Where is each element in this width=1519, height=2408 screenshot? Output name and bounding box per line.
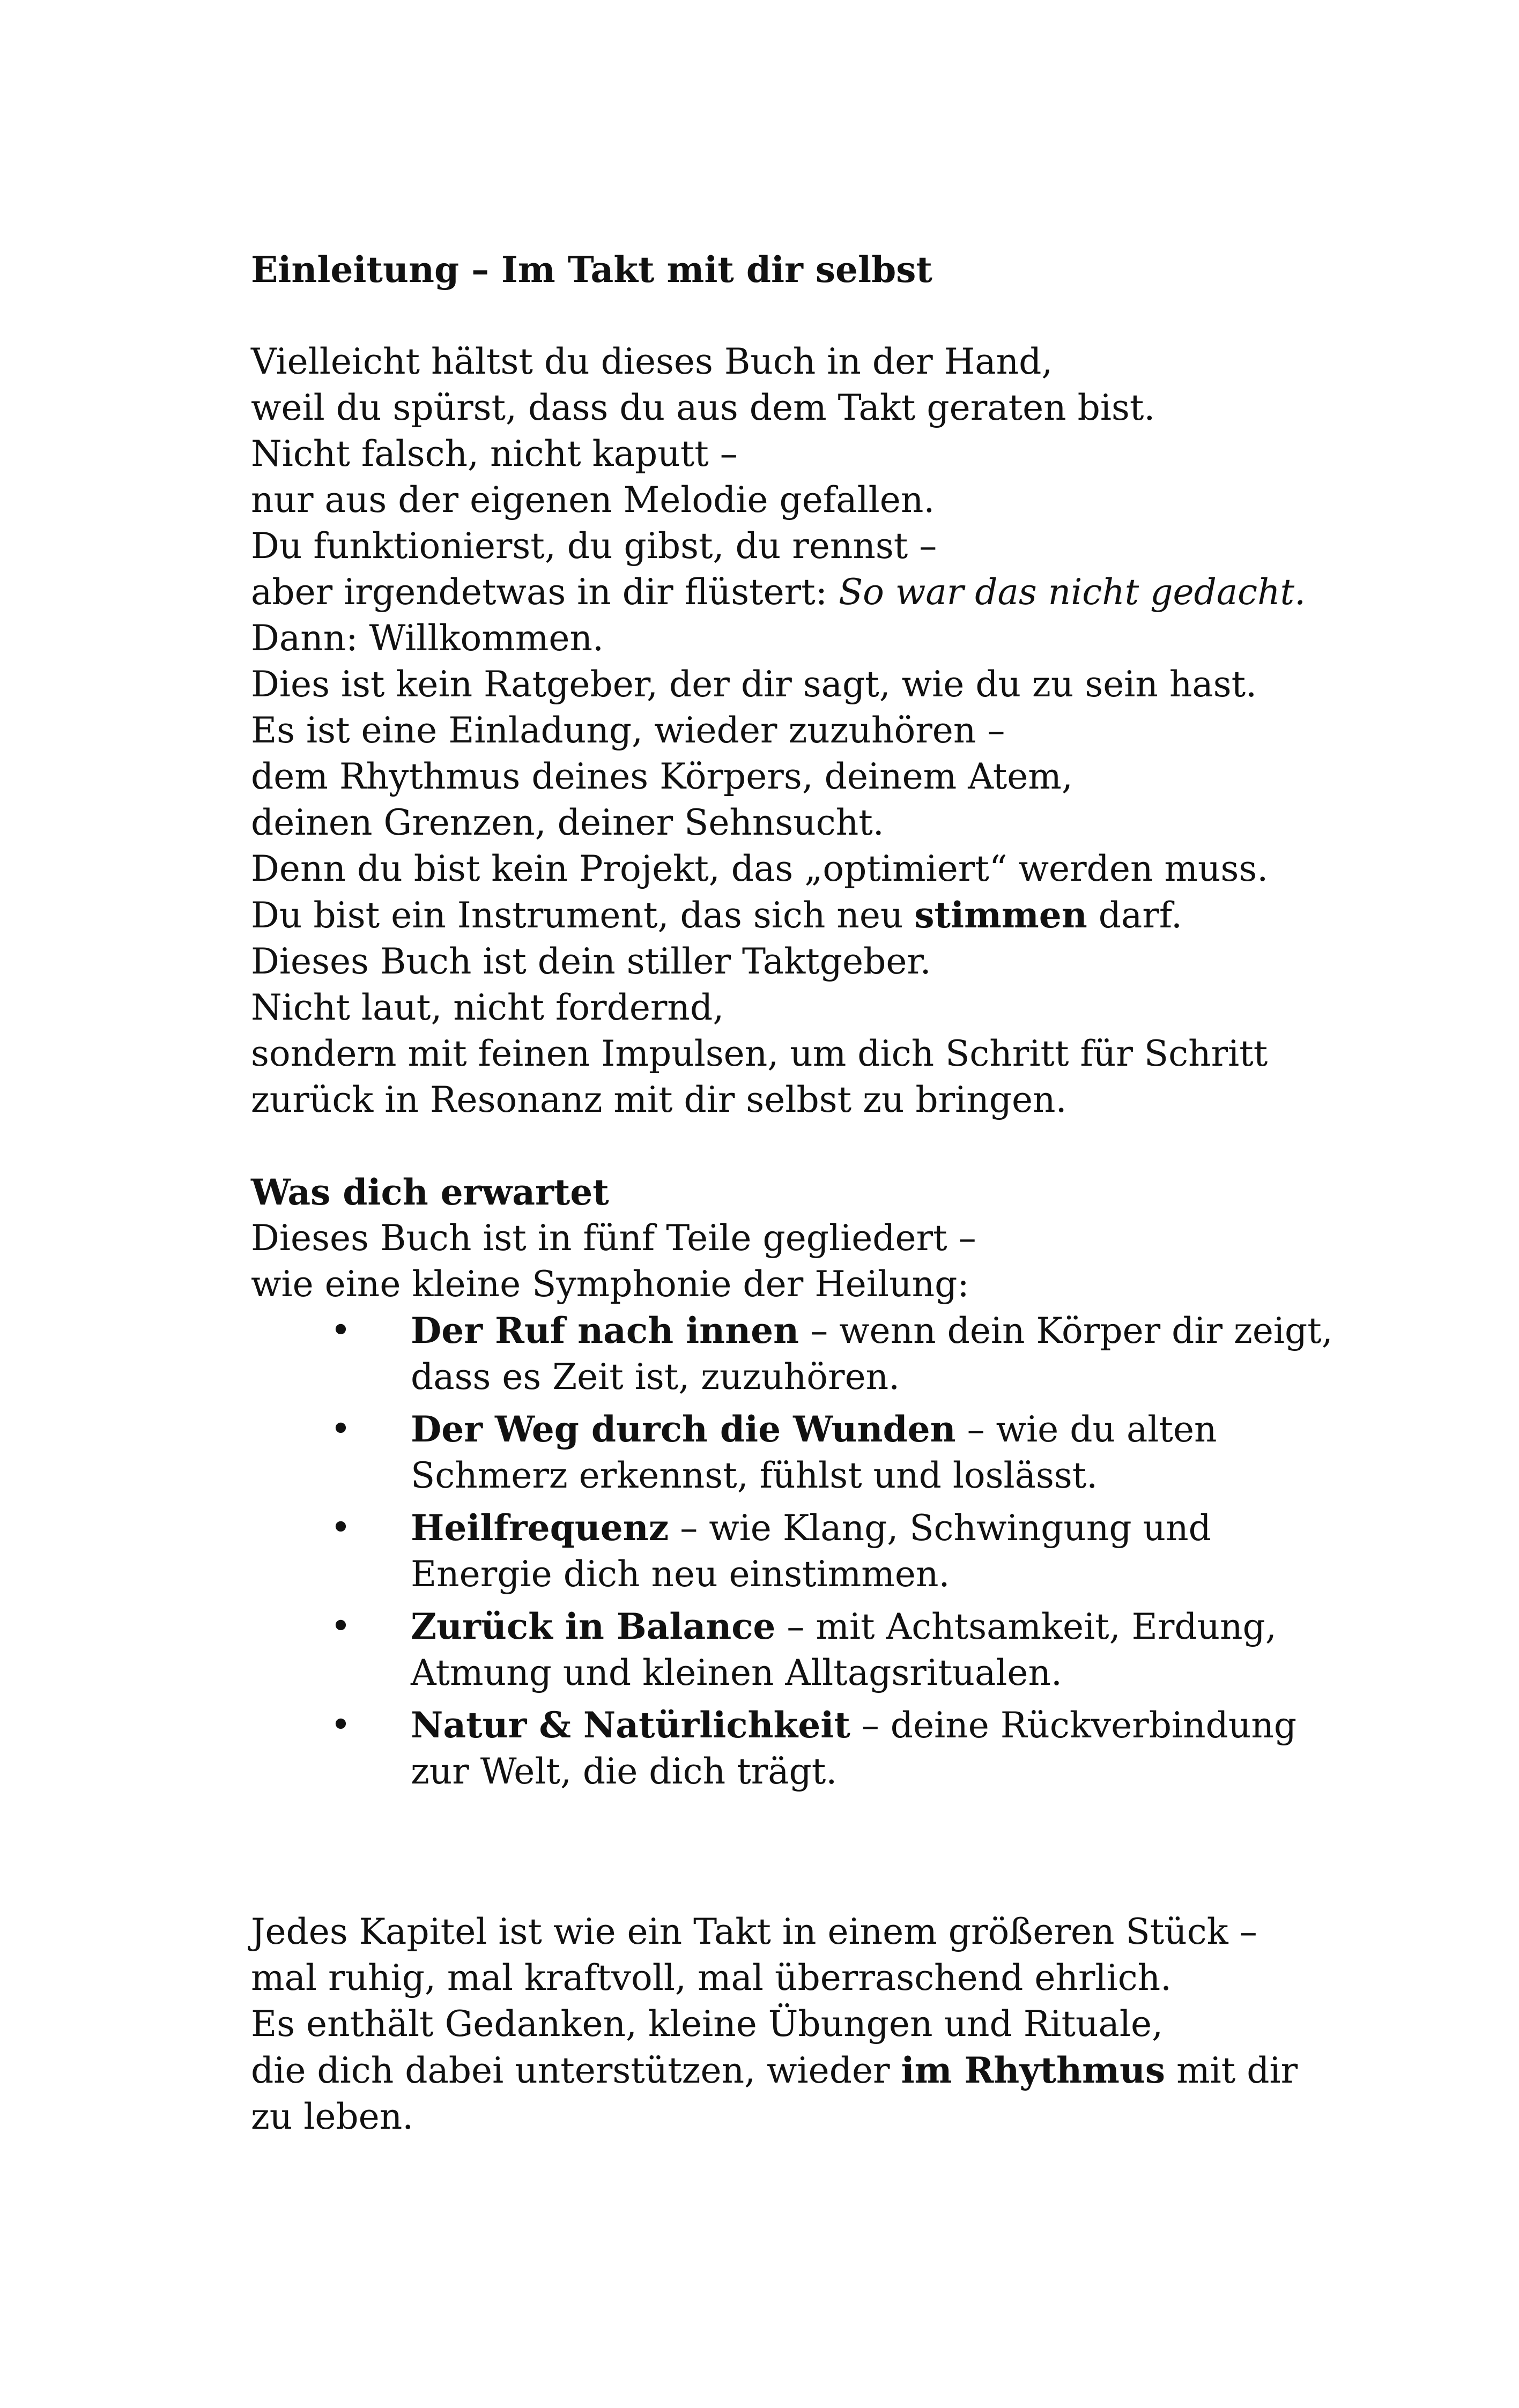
bold-emphasis: im Rhythmus [901, 2049, 1166, 2091]
bullet-icon: • [330, 1310, 351, 1351]
text-line: Nicht laut, nicht fordernd, [251, 987, 724, 1028]
part-name: Der Ruf nach innen [411, 1310, 799, 1351]
text-line: Du funktionierst, du gibst, du rennst – [251, 525, 937, 567]
part-description: – mit Achtsamkeit, Erdung, [775, 1606, 1277, 1647]
outro-paragraph [251, 1909, 1323, 2140]
part-name: Heilfrequenz [411, 1507, 669, 1549]
text-line: zurück in Resonanz mit dir selbst zu bringen. [251, 1079, 1067, 1120]
list-item-line [411, 1505, 1323, 1551]
text-line: Es enthält Gedanken, kleine Übungen und Rituale, [251, 2003, 1164, 2045]
list-item-line [411, 1406, 1323, 1453]
list-item-line: zur Welt, die dich trägt. [411, 1751, 838, 1792]
chapter-title: Einleitung – Im Takt mit dir selbst [251, 249, 932, 291]
bullet-icon: • [330, 1507, 351, 1548]
bullet-icon: • [330, 1704, 351, 1745]
bullet-icon: • [330, 1408, 351, 1450]
part-description: – wenn dein Körper dir zeigt, [799, 1310, 1333, 1351]
list-item-line [411, 1307, 1333, 1354]
text-segment: mit dir [1165, 2050, 1298, 2091]
text-line: Vielleicht hältst du dieses Buch in der Hand, [251, 341, 1053, 382]
list-item [251, 1307, 1333, 1400]
list-item [251, 1702, 1323, 1795]
text-line: nur aus der eigenen Melodie gefallen. [251, 479, 935, 521]
parts-list [251, 1307, 1333, 1795]
section-heading: Was dich erwartet [251, 1171, 609, 1213]
text-line: dem Rhythmus deines Körpers, deinem Atem, [251, 756, 1073, 797]
document-page [251, 247, 1333, 2140]
text-line: Denn du bist kein Projekt, das „optimiert“ werden muss. [251, 848, 1269, 889]
text-line: wie eine kleine Symphonie der Heilung: [251, 1264, 969, 1305]
text-line: sondern mit feinen Impulsen, um dich Schritt für Schritt [251, 1033, 1268, 1074]
text-line: mal ruhig, mal kraftvoll, mal überraschend ehrlich. [251, 1957, 1172, 1998]
list-item [251, 1603, 1323, 1696]
list-item-line: dass es Zeit ist, zuzuhören. [411, 1356, 900, 1398]
text-line: Dieses Buch ist dein stiller Taktgeber. [251, 941, 931, 982]
text-line: zu leben. [251, 2096, 414, 2137]
text-segment: Du bist ein Instrument, das sich neu [251, 895, 915, 936]
part-description: – wie du alten [955, 1409, 1217, 1450]
list-item-line: Atmung und kleinen Alltagsritualen. [411, 1652, 1062, 1693]
text-line: Dieses Buch ist in fünf Teile gegliedert – [251, 1217, 976, 1259]
list-item-line: Energie dich neu einstimmen. [411, 1554, 950, 1595]
text-line [251, 569, 1323, 615]
text-segment: darf. [1087, 895, 1182, 936]
list-item [251, 1406, 1323, 1499]
text-line: deinen Grenzen, deiner Sehnsucht. [251, 802, 884, 843]
list-item-line [411, 1702, 1323, 1749]
list-item-line: Schmerz erkennst, fühlst und loslässt. [411, 1455, 1098, 1496]
part-description: – deine Rückverbindung [850, 1705, 1297, 1746]
intro-paragraph [251, 339, 1323, 1123]
text-line [251, 2047, 1323, 2094]
text-line: Nicht falsch, nicht kaputt – [251, 433, 738, 474]
part-name: Zurück in Balance [411, 1606, 776, 1647]
text-segment: die dich dabei unterstützen, wieder [251, 2050, 901, 2091]
bold-emphasis: stimmen [914, 894, 1087, 936]
text-line: Es ist eine Einladung, wieder zuzuhören – [251, 710, 1005, 751]
text-line: weil du spürst, dass du aus dem Takt geraten bist. [251, 387, 1155, 428]
italic-quote: So war das nicht gedacht. [838, 571, 1306, 613]
part-name: Natur & Natürlichkeit [411, 1704, 850, 1746]
parts-section [251, 1169, 1333, 1795]
text-segment: aber irgendetwas in dir flüstert: [251, 571, 839, 613]
text-line [251, 892, 1323, 939]
text-line: Dann: Willkommen. [251, 618, 604, 659]
bullet-icon: • [330, 1606, 351, 1647]
text-line: Jedes Kapitel ist wie ein Takt in einem größeren Stück – [251, 1911, 1257, 1952]
list-item [251, 1505, 1323, 1597]
part-name: Der Weg durch die Wunden [411, 1408, 956, 1450]
part-description: – wie Klang, Schwingung und [669, 1507, 1211, 1549]
list-item-line [411, 1603, 1323, 1650]
text-line: Dies ist kein Ratgeber, der dir sagt, wie du zu sein hast. [251, 664, 1257, 705]
